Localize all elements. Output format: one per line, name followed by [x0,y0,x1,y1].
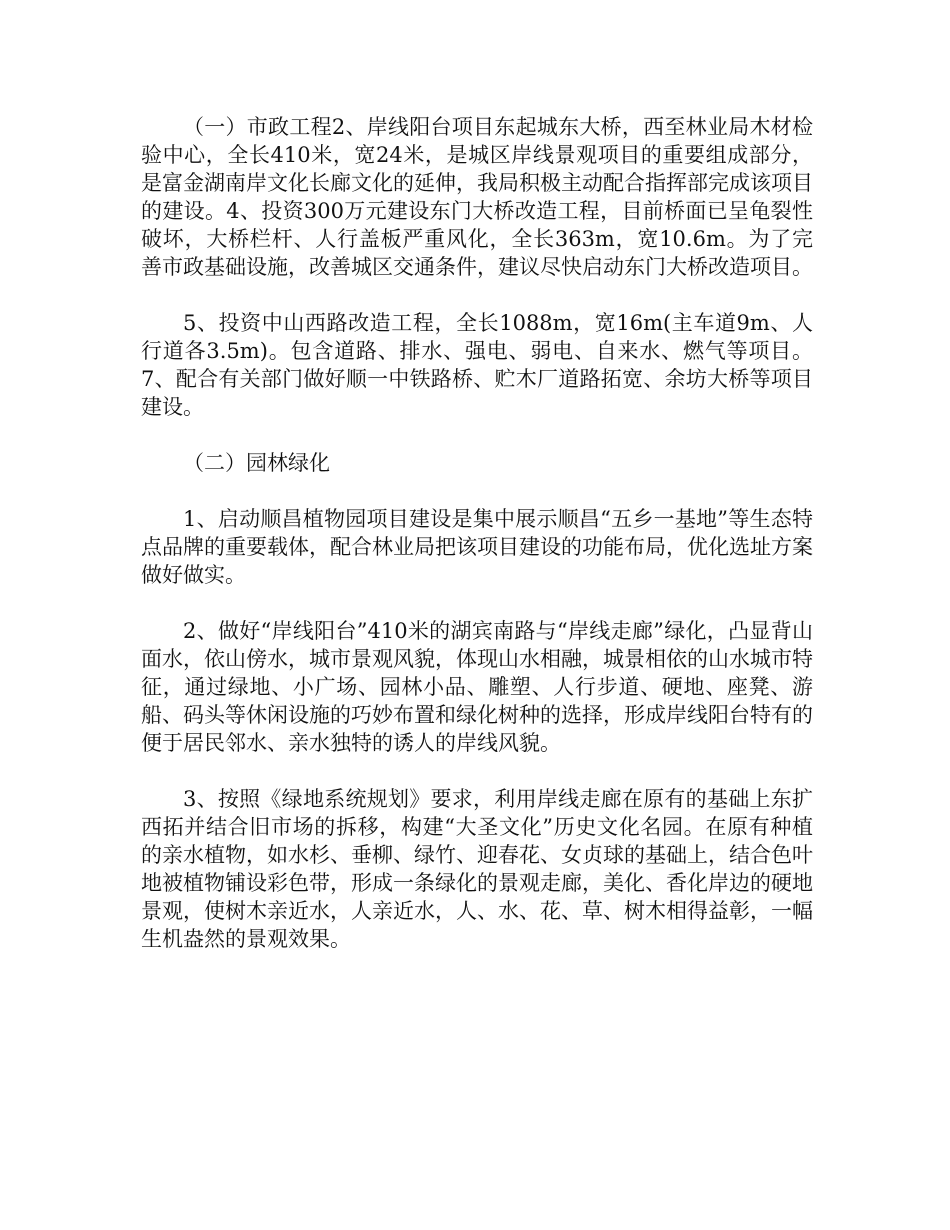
paragraph-green-space-plan: 3、按照《绿地系统规划》要求，利用岸线走廊在原有的基础上东扩西拓并结合旧市场的拆移，构建“大圣文化”历史文化名园。在原有种植的亲水植物，如水杉、垂柳、绿竹、迎春花、女贞球的基础上，结合色叶地被植物铺设彩色带，形成一条绿化的景观走廊，美化、香化岸边的硬地景观，使树木亲近水，人亲近水，人、水、花、草、树木相得益彰，一幅生机盎然的景观效果。 [141,787,813,951]
paragraph-municipal-engineering: （一）市政工程2、岸线阳台项目东起城东大桥，西至林业局木材检验中心，全长410米，宽24米，是城区岸线景观项目的重要组成部分，是富金湖南岸文化长廊文化的延伸，我局积极主动配合指挥部完成该项目的建设。4、投资300万元建设东门大桥改造工程，目前桥面已呈龟裂性破坏，大桥栏杆、人行盖板严重风化，全长363m，宽10.6m。为了完善市政基础设施，改善城区交通条件，建议尽快启动东门大桥改造项目。 [141,115,813,279]
section-heading-landscaping: （二）园林绿化 [183,451,330,475]
paragraph-botanical-garden: 1、启动顺昌植物园项目建设是集中展示顺昌“五乡一基地”等生态特点品牌的重要载体，配合林业局把该项目建设的功能布局，优化选址方案做好做实。 [141,507,813,587]
paragraph-shoreline-balcony: 2、做好“岸线阳台”410米的湖宾南路与“岸线走廊”绿化，凸显背山面水，依山傍水，城市景观风貌，体现山水相融，城景相依的山水城市特征，通过绿地、小广场、园林小品、雕塑、人行步道、硬地、座凳、游船、码头等休闲设施的巧妙布置和绿化树种的选择，形成岸线阳台特有的便于居民邻水、亲水独特的诱人的岸线风貌。 [141,619,813,755]
document-body [141,113,813,981]
paragraph-zhongshan-road: 5、投资中山西路改造工程，全长1088m，宽16m(主车道9m、人行道各3.5m)。包含道路、排水、强电、弱电、自来水、燃气等项目。7、配合有关部门做好顺一中铁路桥、贮木厂道路拓宽、余坊大桥等项目建设。 [141,311,813,419]
